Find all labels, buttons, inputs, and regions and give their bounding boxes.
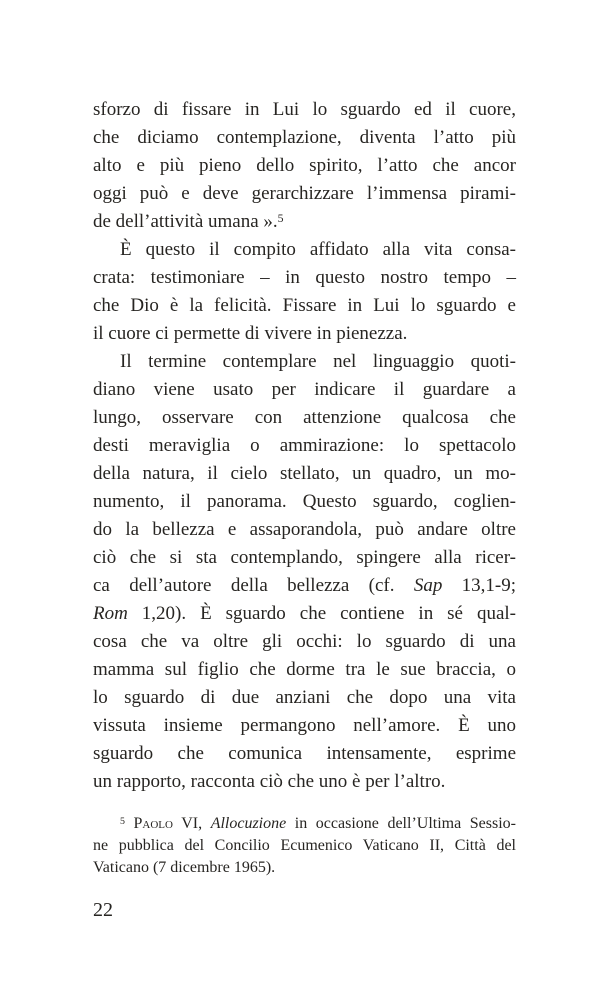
body-line bbox=[93, 628, 516, 656]
text-run: numento, il panorama. Questo sguardo, coglien- bbox=[93, 491, 516, 512]
footnote-line bbox=[93, 813, 516, 835]
body-line bbox=[93, 96, 516, 124]
text-run: È questo il compito affidato alla vita consa- bbox=[120, 239, 516, 260]
text-run: Rom bbox=[93, 603, 128, 624]
text-run: do la bellezza e assaporandola, può andare oltre bbox=[93, 519, 516, 540]
text-run: Allocuzione bbox=[210, 815, 287, 832]
body-line bbox=[93, 768, 516, 796]
text-run: Vaticano (7 dicembre 1965). bbox=[93, 859, 276, 876]
text-run: vissuta insieme permangono nell’amore. È uno bbox=[93, 715, 516, 736]
text-run: mamma sul figlio che dorme tra le sue braccia, o bbox=[93, 659, 516, 680]
body-line bbox=[93, 208, 516, 236]
body-line bbox=[93, 600, 516, 628]
text-run: 13,1-9; bbox=[442, 575, 517, 596]
text-run: ne pubblica del Concilio Ecumenico Vaticano II, Città del bbox=[93, 837, 516, 854]
body-line bbox=[93, 264, 516, 292]
body-line bbox=[93, 488, 516, 516]
footnote-line bbox=[93, 857, 516, 879]
body-line bbox=[93, 684, 516, 712]
text-run: oggi può e deve gerarchizzare l’immensa pirami- bbox=[93, 183, 516, 204]
body-line bbox=[93, 180, 516, 208]
text-run: un rapporto, racconta ciò che uno è per l’altro. bbox=[93, 771, 446, 792]
body-line bbox=[93, 292, 516, 320]
text-run: lungo, osservare con attenzione qualcosa che bbox=[93, 407, 516, 428]
text-run: che Dio è la felicità. Fissare in Lui lo sguardo e bbox=[93, 295, 516, 316]
text-run: della natura, il cielo stellato, un quadro, un mo- bbox=[93, 463, 516, 484]
text-run: in occasione dell’Ultima Sessio- bbox=[286, 815, 516, 832]
body-text bbox=[93, 96, 516, 796]
text-run: Sap bbox=[413, 575, 443, 596]
body-line bbox=[93, 152, 516, 180]
body-line bbox=[93, 544, 516, 572]
text-run bbox=[125, 815, 134, 832]
text-run: Paolo bbox=[133, 815, 173, 832]
text-run: de dell’attività umana ». bbox=[93, 211, 278, 232]
footnote bbox=[93, 813, 516, 879]
page-number: 22 bbox=[93, 899, 113, 921]
body-line bbox=[93, 460, 516, 488]
body-line bbox=[93, 712, 516, 740]
body-line bbox=[93, 124, 516, 152]
text-run: alto e più pieno dello spirito, l’atto che ancor bbox=[93, 155, 516, 176]
text-run: crata: testimoniare – in questo nostro tempo – bbox=[93, 267, 516, 288]
text-run: sforzo di fissare in Lui lo sguardo ed il cuore, bbox=[93, 99, 516, 120]
text-run: ca dell’autore della bellezza (cf. bbox=[93, 575, 414, 596]
text-run: ciò che si sta contemplando, spingere alla ricer- bbox=[93, 547, 516, 568]
footnote-reference: 5 bbox=[120, 815, 125, 827]
text-run: cosa che va oltre gli occhi: lo sguardo di una bbox=[93, 631, 516, 652]
body-line bbox=[93, 740, 516, 768]
body-line bbox=[93, 320, 516, 348]
body-line bbox=[93, 236, 516, 264]
body-line bbox=[93, 432, 516, 460]
body-line bbox=[93, 376, 516, 404]
body-line bbox=[93, 572, 516, 600]
body-line bbox=[93, 404, 516, 432]
text-run: desti meraviglia o ammirazione: lo spettacolo bbox=[93, 435, 516, 456]
footnote-line bbox=[93, 835, 516, 857]
footnote-reference: 5 bbox=[277, 211, 284, 225]
text-run: 1,20). È sguardo che contiene in sé qual- bbox=[127, 603, 516, 624]
text-run: il cuore ci permette di vivere in pienezza. bbox=[93, 323, 408, 344]
text-run: VI, bbox=[172, 815, 211, 832]
body-line bbox=[93, 348, 516, 376]
text-run: diano viene usato per indicare il guardare a bbox=[93, 379, 516, 400]
text-run: lo sguardo di due anziani che dopo una vita bbox=[93, 687, 516, 708]
body-line bbox=[93, 656, 516, 684]
text-run: Il termine contemplare nel linguaggio quoti- bbox=[120, 351, 516, 372]
text-run: che diciamo contemplazione, diventa l’atto più bbox=[93, 127, 516, 148]
text-run: sguardo che comunica intensamente, esprime bbox=[93, 743, 516, 764]
body-line bbox=[93, 516, 516, 544]
